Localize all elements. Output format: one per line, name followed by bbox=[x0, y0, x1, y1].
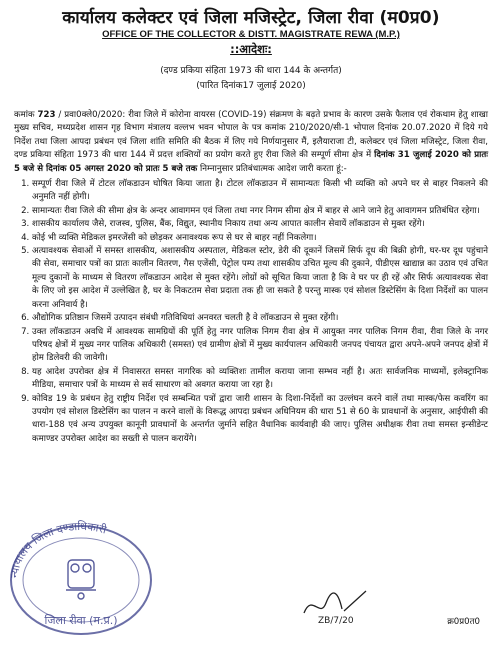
order-document bbox=[0, 5, 502, 645]
clause-2: 2. सामान्यतः रीवा जिले की सीमा क्षेत्र के अन्दर आवागमन एवं जिला तथा नगर निगम सीमा क्षेत्र में बाहर से आने जाने हेतु आवागमन प्रतिबंधित रहेगा। bbox=[32, 205, 488, 218]
section-reference: (दण्ड प्रकिया संहिता 1973 की धारा 144 के अन्तर्गत) bbox=[160, 66, 342, 76]
svg-text:न्यायालय जिला दण्डाधिकारी bbox=[8, 520, 108, 578]
emblem-icon bbox=[66, 560, 96, 599]
intro-period: दिनांक 31 जुलाई 2020 को प्रातः 5 बजे से दिनांक 05 अगस्त 2020 को प्रातः 5 बजे तक bbox=[14, 150, 489, 174]
order-intro bbox=[14, 109, 488, 176]
clause-7: 7. उक्त लॉकडाउन अवधि में आवश्यक सामग्रियों की पूर्ति हेतु नगर पालिक निगम रीवा क्षेत्र में आयुक्त नगर पालिक निगम रीवा, रीवा जिले के नगर परिषद क्षेत्रों में मुख्य नगर पालिक अधिकारी (समस्त) एवं ग्रामीण क्षेत्रों में मुख्य कार्यपालन अधिकारी जनपद पंचायत द्वारा अपने-अपने जनपद क्षेत्रों में होम डिलेवरी की जावेगी। bbox=[32, 326, 488, 366]
clause-1: 1. सम्पूर्ण रीवा जिले में टोटल लॉकडाउन घोषित किया जाता है। टोटल लॉकडाउन में सामान्यतः किसी भी व्यक्ति को अपने घर से बाहर निकलने की अनुमति नहीं होगी। bbox=[32, 178, 488, 205]
intro-text-a: / प्रवा0क्ले0/2020: रीवा जिले में कोरोना वायरस (COVID-19) संक्रमण के बढ़ते प्रभाव के कारण उसके फैलाव एवं रोकथाम हेतु शाखा मुख्य सचिव, मध्यप्रदेश शासन गृह विभाग मंत्रालय वल्लभ भवन भोपाल के पत्र कमांक 210/2020/सी-1 भोपाल दिनांक 20.07.2020 में दिये गये निर्देश तथा जिला आपदा प्रबंधन एवं जिला शांति समिति की बैठक में लिए गये निर्णयानुसार मैं, इलैयाराजा टी, कलेक्टर एवं जिला मजिस्ट्रेट, जिला रीवा, दण्ड प्रकिया संहिता 1973 की धारा 144 में प्रदत्त शक्तियों का प्रयोग करते हुए रीवा जिले की सम्पूर्ण सीमा क्षेत्र में bbox=[14, 110, 488, 161]
clause-3: 3. शासकीय कार्यालय जैसे, राजस्व, पुलिस, बैंक, विद्युत, स्थानीय निकाय तथा अन्य आपात कालीन सेवायें लॉकडाउन से मुक्त रहेंगे। bbox=[32, 218, 488, 231]
ref-prefix: कमांक bbox=[14, 110, 35, 120]
order-clauses bbox=[14, 178, 488, 446]
office-title-english: OFFICE OF THE COLLECTOR & DISTT. MAGISTRATE REWA (M.P.) bbox=[102, 29, 400, 40]
seal-bottom-text: जिला रीवा (म.प्र.) bbox=[44, 614, 118, 627]
seal-top-text: न्यायालय जिला दण्डाधिकारी bbox=[7, 519, 108, 579]
clause-9: 9. कोविड 19 के प्रबंधन हेतु राष्ट्रीय निर्देश एवं सम्बन्धित पत्रों द्वारा जारी शासन के दिशा-निर्देशों का उल्लंघन करने वालें तथा मास्क/फेस कवरिंग का उपयोग एवं सोशल डिस्टेसिंग का पालन न करने वालों के विरूद्ध आपदा प्रबंधन अधिनियम की धारा 51 से 60 के प्रावधानों के अनुसार, आईपीसी की धारा-188 एवं अन्य उपयुक्त कानूनी प्रावधानों के अन्तर्गत जुर्माने सहित वैधानिक कार्यवाही की जाए। पुलिस अधीक्षक रीवा तथा समस्त इन्सीडेन्ट कमाण्डर उपरोक्त आदेश का सख्ती से पालन करायेंगे। bbox=[32, 393, 488, 447]
ref-number: 723 bbox=[37, 110, 56, 120]
clause-5: 5. अत्यावश्यक सेवाओं में समस्त शासकीय, अशासकीय अस्पताल, मेडिकल स्टोर, डेरी की दूकानें जिसमें सिर्फ दूध की बिक्री होगी, घर-घर दूध पहुंचाने की सेवा, समाचार पत्रों का प्रातः कालीन वितरण, गैस एजेंसी, पेट्रोल पम्प तथा शासकीय उचित मूल्य की दुकाने, पीडीएस खाद्यान्न का उठाव एवं उचित मूल्य दुकानों के माध्यम से वितरण लॉकडाउन आदेश से मुक्त रहेंगे। लोग्रों को सूचित किया जाता है कि वे घर पर ही रहें और सिर्फ अत्यावश्यक सेवा के लिए जो इस आदेश में उल्लेखित है, घर के निकटतम सेवा प्रदाता तक ही जा सकते है परन्तु मास्क एवं सोशल डिस्टेसिंग के दिशा निर्देशों का पालन करना अनिवार्य है। bbox=[32, 245, 488, 312]
signature-date: ZB/7/20 bbox=[318, 616, 354, 625]
clause-6: 6. औद्योगिक प्रतिष्ठान जिसमें उत्पादन संबंधी गतिविधियां अनवरत चलती है वे लॉकडाउन से मुक्त रहेंगी। bbox=[32, 312, 488, 325]
order-heading: ::आदेशः: bbox=[230, 42, 272, 56]
passed-date: (पारित दिनांक17 जुलाई 2020) bbox=[196, 81, 306, 91]
court-seal-stamp bbox=[6, 508, 156, 638]
office-title-hindi: कार्यालय कलेक्टर एवं जिला मजिस्ट्रेट, जिला रीवा (म0प्र0) bbox=[62, 8, 440, 28]
intro-text-b: निम्नानुसार प्रतिबंधात्मक आदेश जारी करता हूं:- bbox=[197, 163, 347, 174]
page-reference: क्र0प्र0त0 bbox=[447, 617, 480, 627]
clause-8: 8. यह आदेश उपरोक्त क्षेत्र में निवासरत समस्त नागरिक को व्यक्तिशः तामील कराया जाना सम्भव नहीं है। अतः सार्वजनिक माध्यमों, इलेक्ट्रानिक मीडिया, समाचार पत्रों के माध्यम से सर्व साधारण को अवगत कराया जा रहा है। bbox=[32, 366, 488, 393]
clause-4: 4. कोई भी व्यक्ति मेडिकल इमरजेंसी को छोड़कर अनावश्यक रूप से घर से बाहर नहीं निकलेगा। bbox=[32, 232, 488, 245]
signature bbox=[300, 585, 370, 625]
